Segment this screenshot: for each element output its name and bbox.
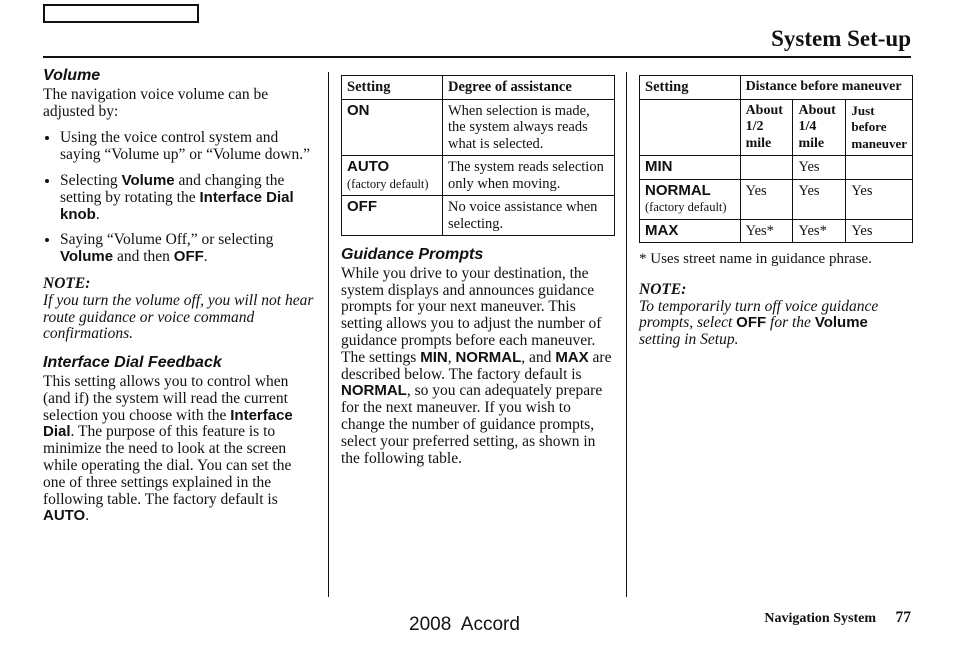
feedback-heading: Interface Dial Feedback: [43, 354, 222, 372]
subheader-quarter-mile: About 1/4 mile: [793, 99, 846, 156]
table-row: [640, 156, 913, 180]
guidance-paragraph: [341, 266, 615, 468]
header-setting: Setting: [640, 76, 741, 100]
desc-cell: The system reads selection only when moving.: [443, 156, 615, 196]
keyword-normal: NORMAL: [455, 348, 522, 366]
page-number: 77: [895, 609, 911, 626]
keyword-min: MIN: [420, 348, 448, 366]
setting-name: MIN: [645, 158, 673, 175]
setting-name: MAX: [645, 221, 679, 239]
setting-cell: [640, 219, 741, 243]
subheader-just-before: Just before maneuver: [846, 99, 913, 156]
note-text: for the: [766, 314, 815, 332]
value-cell: [740, 156, 793, 180]
setting-name: ON: [347, 101, 370, 119]
desc-cell: When selection is made, the system always reads what is selected.: [443, 99, 615, 156]
bullet-text: .: [203, 248, 208, 266]
value-cell: Yes: [846, 179, 913, 219]
column-divider-2: [626, 72, 627, 597]
value-cell: Yes*: [740, 219, 793, 243]
distance-table: [639, 75, 913, 243]
table-row: [342, 196, 615, 236]
column-3: [639, 75, 913, 349]
setting-name: AUTO: [347, 158, 390, 175]
bullet-text: Selecting: [60, 171, 122, 189]
keyword-volume: Volume: [60, 248, 114, 266]
paragraph-text: are described below. The factory default is: [341, 348, 612, 383]
setting-name: NORMAL: [645, 181, 711, 199]
desc-cell: No voice assistance when selecting.: [443, 196, 615, 236]
column-2: [341, 75, 615, 477]
keyword-volume: Volume: [814, 314, 868, 332]
volume-intro: The navigation voice volume can be adjusted by:: [43, 85, 269, 120]
keyword-auto: AUTO: [43, 507, 86, 525]
volume-method-dial: [60, 173, 315, 223]
factory-default-label: (factory default): [347, 176, 429, 191]
paragraph-text: While you drive to your destination, the system displays and announces guidance prompts for your next maneuver. This setting allows you to adjust the number of guidance prompts before each maneuver. The settings: [341, 264, 602, 366]
value-cell: Yes: [793, 179, 846, 219]
vehicle-label: 2008 Accord: [409, 614, 520, 635]
subheader-half-mile: About 1/2 mile: [740, 99, 793, 156]
header-degree: Degree of assistance: [443, 76, 615, 100]
table-subheader-row: [640, 99, 913, 156]
header-tab-box: [43, 4, 199, 23]
empty-cell: [640, 99, 741, 156]
keyword-normal: NORMAL: [341, 382, 407, 400]
page-title: System Set-up: [771, 26, 911, 51]
table-row: [640, 219, 913, 243]
column-1: [43, 68, 315, 535]
value-cell: Yes: [846, 219, 913, 243]
paragraph-text: , so you can adequately prepare for the next maneuver. If you wish to change the number of guidance prompts, select your preferred setting, as shown in the following table.: [341, 382, 603, 467]
setting-cell: [640, 179, 741, 219]
keyword-max: MAX: [555, 348, 589, 366]
keyword-off: OFF: [173, 248, 204, 266]
bullet-text: Using the voice control system and saying “Volume up” or “Volume down.”: [60, 129, 310, 164]
volume-method-voice: [60, 130, 315, 164]
bullet-text: and then: [113, 248, 174, 266]
volume-note: If you turn the volume off, you will not hear route guidance or voice command confirmations.: [43, 291, 314, 343]
volume-methods-list: [43, 130, 315, 266]
table-footnote: * Uses street name in guidance phrase.: [639, 251, 872, 267]
paragraph-text: ,: [447, 348, 456, 366]
note-text: To temporarily turn off voice guidance prompts, select: [639, 297, 879, 332]
table-row: [640, 179, 913, 219]
setting-cell: [342, 99, 443, 156]
guidance-note: [639, 299, 913, 349]
table-row: [342, 156, 615, 196]
setting-cell: [342, 196, 443, 236]
guidance-heading: Guidance Prompts: [341, 246, 484, 263]
bullet-text: .: [95, 205, 100, 223]
volume-method-off: [60, 232, 315, 266]
note-label: NOTE:: [639, 280, 687, 298]
bullet-text: and changing the setting by rotating the: [60, 171, 285, 206]
paragraph-text: This setting allows you to control when (and if) the system will read the current selection you choose with the: [43, 372, 289, 424]
setting-name: OFF: [347, 198, 377, 215]
table-header-row: [342, 76, 615, 100]
assistance-table: [341, 75, 615, 236]
column-divider-1: [328, 72, 329, 597]
paragraph-text: , and: [521, 348, 556, 366]
note-text: setting in Setup.: [639, 331, 739, 349]
setting-cell: [640, 156, 741, 180]
volume-heading: Volume: [43, 67, 101, 84]
header-distance: Distance before maneuver: [740, 76, 912, 100]
header-rule: [43, 56, 911, 58]
value-cell: Yes: [740, 179, 793, 219]
value-cell: [846, 156, 913, 180]
setting-cell: [342, 156, 443, 196]
footer-section-name: Navigation System: [764, 611, 876, 626]
paragraph-text: .: [85, 507, 90, 525]
value-cell: Yes*: [793, 219, 846, 243]
note-label: NOTE:: [43, 274, 91, 292]
feedback-paragraph: [43, 374, 315, 525]
table-row: [342, 99, 615, 156]
paragraph-text: . The purpose of this feature is to minimize the need to look at the screen while operating the dial. You can set the one of three settings explained in the following table. The factory default is: [43, 423, 292, 508]
keyword-interface-dial: Interface Dial: [43, 406, 293, 441]
bullet-text: Saying “Volume Off,” or selecting: [60, 231, 274, 249]
factory-default-label: (factory default): [645, 200, 727, 214]
table-header-row: [640, 76, 913, 100]
value-cell: Yes: [793, 156, 846, 180]
keyword-volume: Volume: [121, 171, 175, 189]
header-setting: Setting: [342, 76, 443, 100]
keyword-interface-dial-knob: Interface Dial knob: [60, 188, 294, 223]
keyword-off: OFF: [736, 314, 767, 332]
